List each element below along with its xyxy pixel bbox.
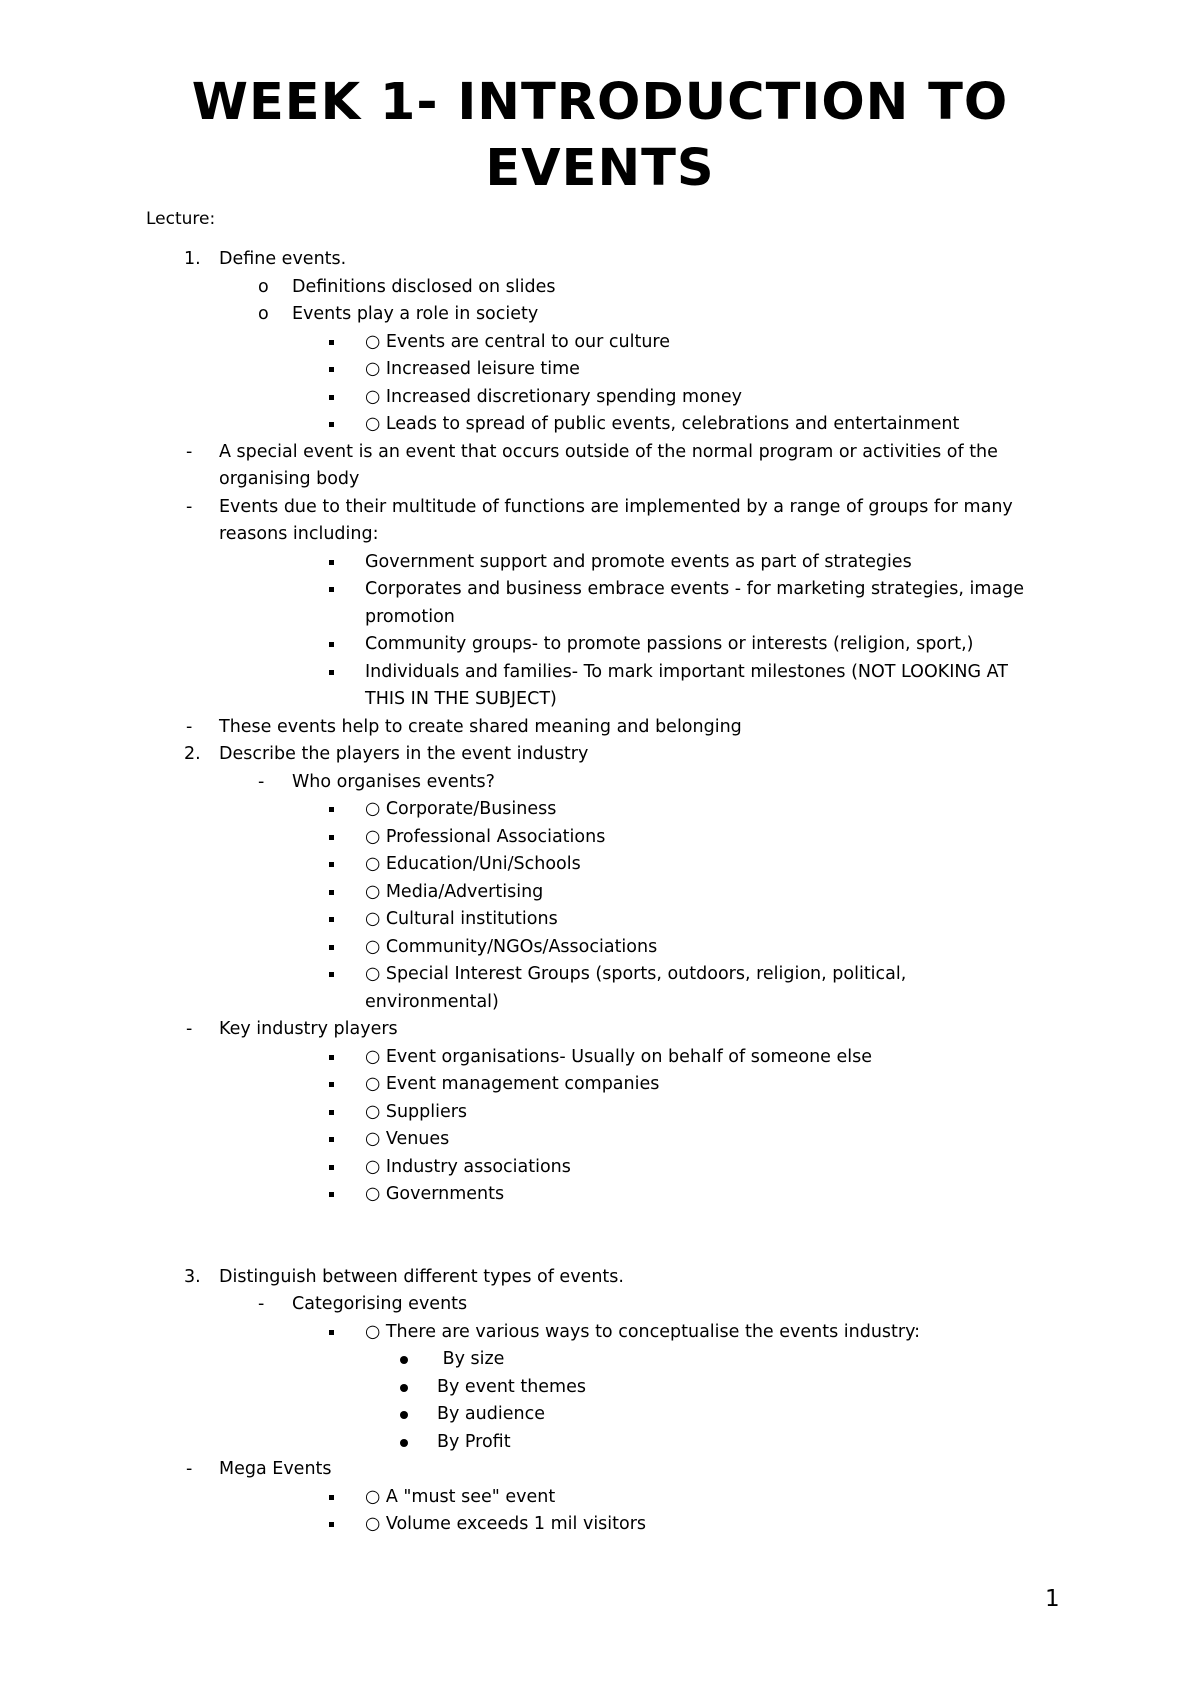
list-item: - A special event is an event that occurs outside of the normal program or activities of the <box>0 439 1200 467</box>
o-bullet-icon: o <box>258 304 269 324</box>
square-bullet-icon <box>329 560 334 565</box>
list-item: ○ A "must see" event <box>0 1484 1200 1512</box>
list-item: o Definitions disclosed on slides <box>0 274 1200 302</box>
list-item: ○ Industry associations <box>0 1154 1200 1182</box>
o-bullet-icon: o <box>258 276 269 297</box>
page-number: 1 <box>1045 1586 1060 1612</box>
title-line-1: WEEK 1- INTRODUCTION TO <box>191 73 1009 132</box>
list-item: By Profit <box>0 1429 1200 1457</box>
section-3-heading <box>0 1264 1200 1292</box>
list-item: ○ There are various ways to conceptualise the events industry: <box>0 1319 1200 1347</box>
list-item-continuation: environmental) <box>365 991 499 1012</box>
list-item: ○ Event organisations- Usually on behalf of someone else <box>0 1044 1200 1072</box>
document-body <box>0 246 1200 1539</box>
list-item-continuation: organising body <box>219 469 360 489</box>
dash-bullet-icon: - <box>258 771 265 792</box>
list-item: By size <box>0 1346 1200 1374</box>
section-number: 1. <box>184 249 201 269</box>
round-bullet-icon <box>400 1439 408 1447</box>
list-item: - Categorising events <box>0 1291 1200 1319</box>
square-bullet-icon <box>329 395 334 400</box>
square-bullet-icon <box>329 1165 334 1170</box>
dash-bullet-icon: - <box>186 1459 193 1479</box>
square-bullet-icon <box>329 890 334 895</box>
square-bullet-icon <box>329 642 334 647</box>
list-item: ○ Suppliers <box>0 1099 1200 1127</box>
square-bullet-icon <box>329 1522 334 1527</box>
list-item: - Who organises events? <box>0 769 1200 797</box>
list-item: ○ Venues <box>0 1126 1200 1154</box>
section-2-heading <box>0 741 1200 769</box>
square-bullet-icon <box>329 1110 334 1115</box>
square-bullet-icon <box>329 1055 334 1060</box>
list-item: Community groups- to promote passions or interests (religion, sport,) <box>0 631 1200 659</box>
square-bullet-icon <box>329 807 334 812</box>
list-item-continuation: reasons including: <box>219 524 379 544</box>
round-bullet-icon <box>400 1384 408 1392</box>
section-title: Define events. <box>219 249 347 269</box>
square-bullet-icon <box>329 1137 334 1142</box>
list-item: ○ Cultural institutions <box>0 906 1200 934</box>
page-title <box>0 70 1200 202</box>
list-item: - Events due to their multitude of functions are implemented by a range of groups for many <box>0 494 1200 522</box>
list-item: By audience <box>0 1401 1200 1429</box>
square-bullet-icon <box>329 670 334 675</box>
square-bullet-icon <box>329 862 334 867</box>
section-number: 3. <box>184 1266 201 1287</box>
list-item: - Key industry players <box>0 1016 1200 1044</box>
list-item: ○ Leads to spread of public events, celebrations and entertainment <box>0 411 1200 439</box>
list-item: Government support and promote events as part of strategies <box>0 549 1200 577</box>
list-item: ○ Increased leisure time <box>0 356 1200 384</box>
list-item: ○ Corporate/Business <box>0 796 1200 824</box>
list-item: ○ Special Interest Groups (sports, outdoors, religion, political, <box>0 961 1200 989</box>
square-bullet-icon <box>329 367 334 372</box>
square-bullet-icon <box>329 917 334 922</box>
blank-space <box>0 1209 1200 1264</box>
dash-bullet-icon: - <box>186 716 193 737</box>
list-item: By event themes <box>0 1374 1200 1402</box>
square-bullet-icon <box>329 1330 334 1335</box>
list-item: ○ Media/Advertising <box>0 879 1200 907</box>
list-item: Individuals and families- To mark important milestones (NOT LOOKING AT <box>0 659 1200 687</box>
square-bullet-icon <box>329 422 334 427</box>
square-bullet-icon <box>329 1192 334 1197</box>
list-item: ○ Professional Associations <box>0 824 1200 852</box>
square-bullet-icon <box>329 1082 334 1087</box>
round-bullet-icon <box>400 1356 408 1364</box>
list-item: ○ Volume exceeds 1 mil visitors <box>0 1511 1200 1539</box>
section-1-heading <box>0 246 1200 274</box>
square-bullet-icon <box>329 587 334 592</box>
dash-bullet-icon: - <box>258 1294 265 1314</box>
section-title: Describe the players in the event industry <box>219 744 589 764</box>
list-item: ○ Event management companies <box>0 1071 1200 1099</box>
list-item: ○ Increased discretionary spending money <box>0 384 1200 412</box>
list-item: ○ Community/NGOs/Associations <box>0 934 1200 962</box>
square-bullet-icon <box>329 945 334 950</box>
dash-bullet-icon: - <box>186 441 193 462</box>
dash-bullet-icon: - <box>186 1019 193 1039</box>
square-bullet-icon <box>329 972 334 977</box>
section-title: Distinguish between different types of events. <box>219 1266 624 1287</box>
square-bullet-icon <box>329 835 334 840</box>
list-item: ○ Governments <box>0 1181 1200 1209</box>
title-line-2: EVENTS <box>485 139 715 198</box>
list-item: - Mega Events <box>0 1456 1200 1484</box>
lecture-label: Lecture: <box>146 209 216 229</box>
list-item: - These events help to create shared meaning and belonging <box>0 714 1200 742</box>
list-item-continuation: THIS IN THE SUBJECT) <box>365 689 557 709</box>
list-item: o Events play a role in society <box>0 301 1200 329</box>
square-bullet-icon <box>329 1495 334 1500</box>
round-bullet-icon <box>400 1411 408 1419</box>
list-item: Corporates and business embrace events - for marketing strategies, image <box>0 576 1200 604</box>
list-item-continuation: promotion <box>365 606 455 627</box>
dash-bullet-icon: - <box>186 496 193 517</box>
list-item: ○ Education/Uni/Schools <box>0 851 1200 879</box>
section-number: 2. <box>184 744 201 764</box>
list-item: ○ Events are central to our culture <box>0 329 1200 357</box>
square-bullet-icon <box>329 340 334 345</box>
